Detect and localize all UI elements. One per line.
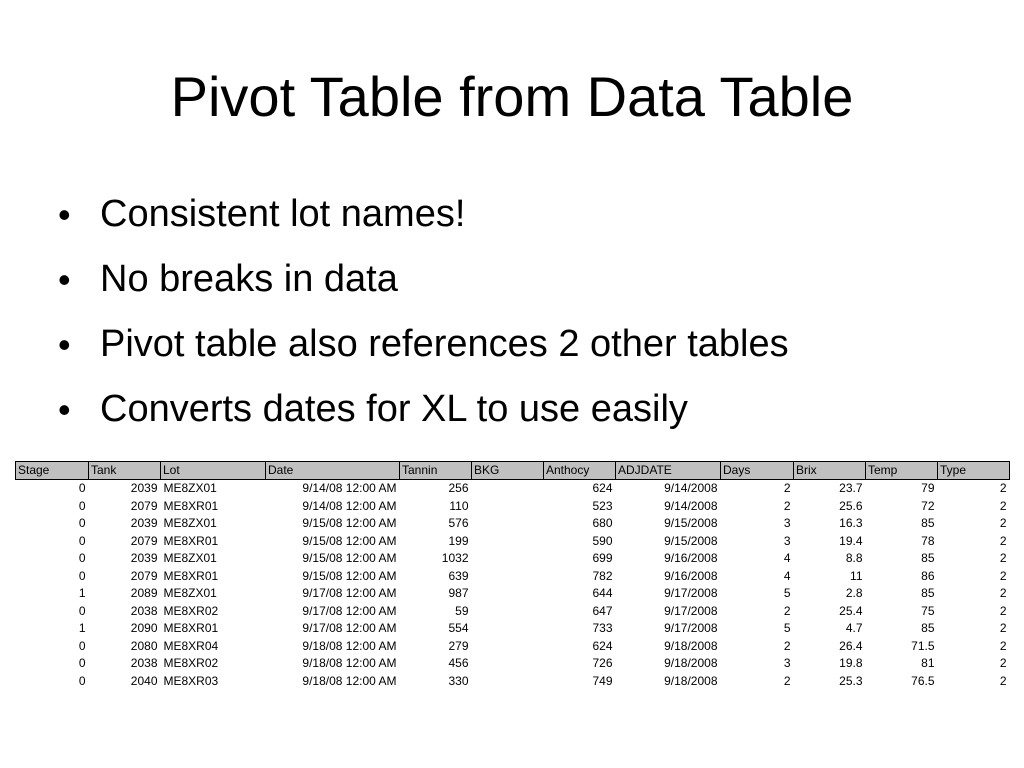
cell-tannin: 330 (448, 673, 469, 688)
cell-tank: 2039 (130, 551, 158, 565)
cell-bkg (472, 585, 544, 603)
cell-temp: 86 (921, 568, 935, 583)
table-row (16, 515, 1010, 533)
cell-tank: 2039 (130, 516, 158, 530)
cell-temp: 76.5 (911, 673, 935, 688)
cell-lot: ME8ZX01 (163, 586, 217, 600)
cell-adjdate: 9/16/2008 (664, 568, 718, 583)
cell-lot: ME8XR01 (163, 533, 219, 548)
cell-tank: 2090 (130, 621, 158, 635)
cell-type: 2 (999, 586, 1007, 600)
cell-days: 4 (783, 551, 791, 565)
cell-brix: 25.3 (839, 673, 863, 688)
cell-tank: 2038 (130, 603, 158, 618)
cell-days: 4 (783, 568, 791, 583)
cell-lot: ME8XR01 (163, 498, 219, 513)
table-row (16, 532, 1010, 550)
cell-anthocy: 726 (592, 656, 613, 670)
cell-date: 9/15/08 12:00 AM (302, 533, 397, 548)
cell-date: 9/15/08 12:00 AM (302, 568, 397, 583)
cell-stage: 0 (78, 568, 86, 583)
cell-tannin: 110 (449, 498, 469, 513)
cell-tank: 2038 (130, 656, 158, 670)
cell-brix: 25.6 (839, 498, 863, 513)
cell-date: 9/17/08 12:00 AM (302, 621, 397, 635)
cell-adjdate: 9/17/2008 (664, 621, 718, 635)
bullet-item (58, 377, 789, 442)
cell-temp: 75 (921, 603, 935, 618)
cell-temp: 72 (921, 498, 935, 513)
cell-tannin: 554 (448, 621, 469, 635)
cell-adjdate: 9/18/2008 (664, 673, 718, 688)
table-row (16, 497, 1010, 515)
cell-adjdate: 9/18/2008 (664, 638, 718, 653)
cell-adjdate: 9/18/2008 (664, 656, 718, 670)
cell-date: 9/14/08 12:00 AM (302, 498, 397, 513)
cell-tank: 2079 (130, 568, 158, 583)
cell-lot: ME8XR03 (163, 673, 219, 688)
cell-bkg (472, 497, 544, 515)
cell-adjdate: 9/17/2008 (664, 603, 718, 618)
cell-date: 9/18/08 12:00 AM (302, 638, 397, 653)
table-row (16, 585, 1010, 603)
cell-tank: 2039 (130, 481, 158, 495)
column-header-adjdate: ADJDATE (616, 462, 721, 480)
cell-stage: 0 (78, 533, 86, 548)
cell-brix: 2.8 (845, 586, 863, 600)
cell-type: 2 (999, 568, 1007, 583)
cell-stage: 1 (78, 621, 86, 635)
cell-anthocy: 680 (592, 516, 613, 530)
cell-brix: 19.4 (839, 533, 863, 548)
cell-tannin: 256 (448, 481, 469, 495)
table-row (16, 620, 1010, 638)
table-row (16, 567, 1010, 585)
cell-lot: ME8XR04 (163, 638, 219, 653)
cell-anthocy: 733 (592, 621, 613, 635)
cell-stage: 0 (78, 481, 86, 495)
cell-date: 9/15/08 12:00 AM (302, 516, 397, 530)
bullet-icon: • (58, 194, 71, 235)
cell-bkg (472, 532, 544, 550)
cell-type: 2 (999, 603, 1007, 618)
cell-bkg (472, 550, 544, 568)
cell-anthocy: 624 (592, 481, 613, 495)
cell-bkg (472, 620, 544, 638)
cell-brix: 26.4 (839, 638, 863, 653)
cell-tank: 2080 (130, 638, 158, 653)
cell-adjdate: 9/14/2008 (664, 498, 718, 513)
cell-days: 2 (783, 638, 791, 653)
cell-days: 2 (783, 481, 791, 495)
column-header-stage: Stage (16, 462, 89, 480)
data-table (15, 461, 1010, 690)
cell-anthocy: 644 (592, 586, 613, 600)
cell-stage: 0 (78, 656, 86, 670)
cell-tannin: 639 (448, 568, 469, 583)
cell-type: 2 (999, 656, 1007, 670)
cell-lot: ME8XR02 (163, 656, 219, 670)
cell-type: 2 (999, 621, 1007, 635)
cell-brix: 25.4 (839, 603, 863, 618)
table-row (16, 655, 1010, 673)
bullet-text: Converts dates for XL to use easily (100, 388, 688, 430)
cell-days: 2 (783, 603, 791, 618)
cell-bkg (472, 515, 544, 533)
cell-type: 2 (999, 481, 1007, 495)
cell-type: 2 (999, 673, 1007, 688)
slide-title: Pivot Table from Data Table (170, 65, 854, 128)
cell-stage: 0 (78, 551, 86, 565)
cell-tank: 2079 (130, 533, 158, 548)
cell-bkg (472, 637, 544, 655)
cell-stage: 0 (78, 498, 86, 513)
cell-adjdate: 9/15/2008 (664, 516, 718, 530)
cell-adjdate: 9/14/2008 (664, 481, 718, 495)
bullet-text: Pivot table also references 2 other tables (100, 323, 789, 365)
table-row (16, 637, 1010, 655)
table-row (16, 479, 1010, 497)
cell-stage: 0 (78, 516, 86, 530)
cell-date: 9/17/08 12:00 AM (302, 603, 397, 618)
cell-temp: 71.5 (911, 638, 935, 653)
cell-tank: 2089 (130, 586, 158, 600)
column-header-anthocy: Anthocy (544, 462, 616, 480)
cell-lot: ME8ZX01 (163, 516, 217, 530)
cell-days: 5 (783, 586, 791, 600)
cell-tannin: 456 (448, 656, 469, 670)
cell-stage: 1 (78, 586, 86, 600)
cell-temp: 85 (921, 586, 935, 600)
bullet-icon: • (58, 259, 71, 300)
cell-bkg (472, 672, 544, 690)
cell-brix: 23.7 (839, 481, 863, 495)
cell-brix: 8.8 (845, 551, 863, 565)
cell-temp: 85 (921, 621, 935, 635)
cell-date: 9/14/08 12:00 AM (302, 481, 397, 495)
cell-type: 2 (999, 551, 1007, 565)
bullet-item (58, 247, 789, 312)
cell-anthocy: 782 (592, 568, 613, 583)
cell-bkg (472, 567, 544, 585)
cell-anthocy: 749 (592, 673, 613, 688)
cell-adjdate: 9/16/2008 (664, 551, 718, 565)
bullet-icon: • (58, 324, 71, 365)
cell-type: 2 (999, 533, 1007, 548)
cell-days: 3 (783, 516, 791, 530)
column-header-bkg: BKG (472, 462, 544, 480)
cell-type: 2 (999, 638, 1007, 653)
table-body (16, 479, 1010, 690)
column-header-brix: Brix (794, 462, 866, 480)
cell-lot: ME8XR02 (163, 603, 219, 618)
cell-anthocy: 699 (592, 551, 613, 565)
cell-type: 2 (999, 516, 1007, 530)
cell-days: 2 (783, 498, 791, 513)
cell-temp: 85 (921, 516, 935, 530)
cell-anthocy: 624 (592, 638, 613, 653)
cell-bkg (472, 479, 544, 497)
cell-days: 3 (783, 533, 791, 548)
cell-date: 9/18/08 12:00 AM (302, 673, 397, 688)
cell-temp: 79 (921, 481, 935, 495)
cell-brix: 16.3 (839, 516, 863, 530)
cell-brix: 4.7 (845, 621, 863, 635)
cell-tannin: 279 (448, 638, 469, 653)
cell-adjdate: 9/17/2008 (664, 586, 718, 600)
cell-bkg (472, 655, 544, 673)
cell-tank: 2079 (130, 498, 158, 513)
column-header-tannin: Tannin (400, 462, 472, 480)
column-header-lot: Lot (161, 462, 266, 480)
cell-tannin: 1032 (441, 551, 469, 565)
cell-stage: 0 (78, 638, 86, 653)
cell-temp: 81 (921, 656, 935, 670)
cell-lot: ME8XR01 (163, 568, 219, 583)
table-row (16, 672, 1010, 690)
bullet-item (58, 182, 789, 247)
cell-date: 9/17/08 12:00 AM (302, 586, 397, 600)
cell-tank: 2040 (130, 673, 158, 688)
table-header-row (16, 462, 1010, 480)
cell-stage: 0 (78, 603, 86, 618)
column-header-type: Type (938, 462, 1010, 480)
column-header-days: Days (721, 462, 794, 480)
cell-tannin: 199 (448, 533, 469, 548)
bullet-list (58, 182, 789, 442)
table-row (16, 602, 1010, 620)
cell-anthocy: 590 (592, 533, 613, 548)
cell-lot: ME8ZX01 (163, 481, 217, 495)
cell-adjdate: 9/15/2008 (664, 533, 718, 548)
cell-lot: ME8XR01 (163, 621, 219, 635)
column-header-date: Date (266, 462, 400, 480)
cell-lot: ME8ZX01 (163, 551, 217, 565)
cell-stage: 0 (78, 673, 86, 688)
cell-tannin: 987 (448, 586, 469, 600)
cell-bkg (472, 602, 544, 620)
cell-days: 5 (783, 621, 791, 635)
cell-anthocy: 647 (592, 603, 613, 618)
cell-temp: 85 (921, 551, 935, 565)
cell-brix: 19.8 (839, 656, 863, 670)
cell-brix: 11 (850, 568, 863, 583)
cell-anthocy: 523 (592, 498, 613, 513)
table-row (16, 550, 1010, 568)
cell-days: 2 (783, 673, 791, 688)
bullet-text: Consistent lot names! (100, 193, 466, 235)
bullet-text: No breaks in data (100, 258, 398, 300)
cell-type: 2 (999, 498, 1007, 513)
bullet-item (58, 312, 789, 377)
column-header-tank: Tank (89, 462, 161, 480)
cell-date: 9/15/08 12:00 AM (302, 551, 397, 565)
cell-date: 9/18/08 12:00 AM (302, 656, 397, 670)
cell-tannin: 576 (448, 516, 469, 530)
cell-temp: 78 (921, 533, 935, 548)
column-header-temp: Temp (866, 462, 938, 480)
cell-tannin: 59 (455, 603, 469, 618)
cell-days: 3 (783, 656, 791, 670)
bullet-icon: • (58, 389, 71, 430)
